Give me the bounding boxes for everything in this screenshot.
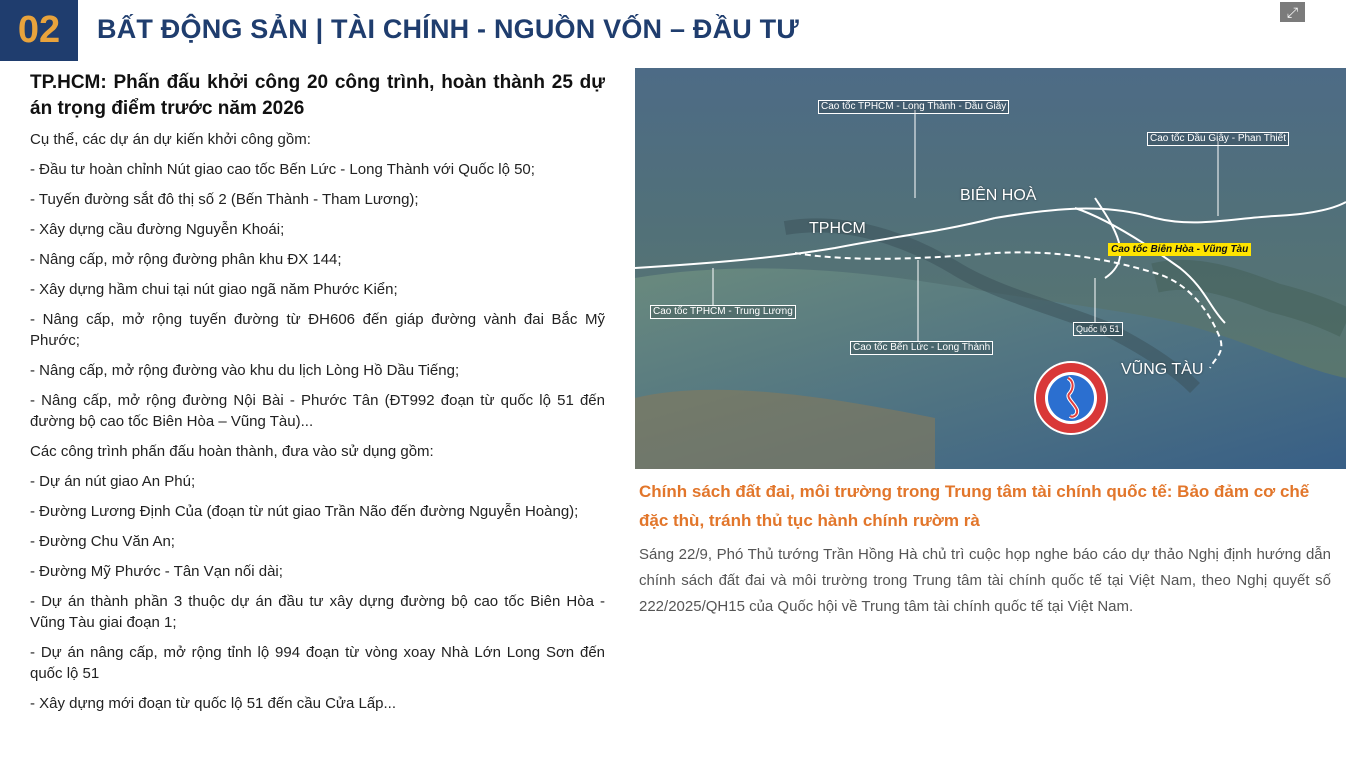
article-paragraph: - Xây dựng mới đoạn từ quốc lộ 51 đến cầu Cửa Lấp... — [30, 695, 397, 712]
article-paragraph: - Nâng cấp, mở rộng đường Nội Bài - Phước Tân (ĐT992 đoạn từ quốc lộ 51 đến đường bộ cao tốc Biên Hòa – Vũng Tàu)... — [30, 392, 605, 430]
article-paragraph: - Xây dựng hầm chui tại nút giao ngã năm Phước Kiển; — [30, 281, 398, 298]
article-paragraph: - Dự án nút giao An Phú; — [30, 473, 196, 490]
article-paragraph: - Dự án thành phần 3 thuộc dự án đầu tư xây dựng đường bộ cao tốc Biên Hòa - Vũng Tàu giai đoạn 1; — [30, 593, 605, 631]
map-city-bienhoa: BIÊN HOÀ — [960, 187, 1037, 204]
article-paragraph: Các công trình phấn đấu hoàn thành, đưa vào sử dụng gồm: — [30, 443, 434, 460]
map-label-ql51: Quốc lộ 51 — [1073, 322, 1123, 336]
article-paragraph: - Nâng cấp, mở rộng đường phân khu ĐX 144; — [30, 251, 342, 268]
article-paragraph: - Tuyến đường sắt đô thị số 2 (Bến Thành - Tham Lương); — [30, 191, 419, 208]
left-article-title[interactable]: TP.HCM: Phấn đấu khởi công 20 công trình, hoàn thành 25 dự án trọng điểm trước năm 2026 — [30, 72, 605, 119]
article-paragraph: - Đường Lương Định Của (đoạn từ nút giao Trần Não đến đường Nguyễn Hoàng); — [30, 503, 579, 520]
article-paragraph: Cụ thể, các dự án dự kiến khởi công gồm: — [30, 131, 311, 148]
left-article — [30, 70, 605, 723]
article-paragraph: - Đầu tư hoàn chỉnh Nút giao cao tốc Bến Lức - Long Thành với Quốc lộ 50; — [30, 161, 535, 178]
quy-hoach-logo — [1033, 360, 1109, 436]
map-label-tphcm-longthanh: Cao tốc TPHCM - Long Thành - Dầu Giây — [818, 100, 1009, 114]
article-paragraph: - Đường Chu Văn An; — [30, 533, 175, 550]
right-article-title[interactable]: Chính sách đất đai, môi trường trong Trung tâm tài chính quốc tế: Bảo đảm cơ chế đặc thù, tránh thủ tục hành chính rườm rà — [639, 482, 1310, 530]
article-paragraph: - Nâng cấp, mở rộng đường vào khu du lịch Lòng Hồ Dầu Tiếng; — [30, 362, 460, 379]
expand-icon: ⤢ — [1286, 3, 1299, 20]
article-paragraph: - Nâng cấp, mở rộng tuyến đường từ ĐH606 đến giáp đường vành đai Bắc Mỹ Phước; — [30, 311, 605, 349]
map-label-benluc-longthanh: Cao tốc Bến Lức - Long Thành — [850, 341, 993, 355]
map-city-tphcm: TPHCM — [809, 220, 866, 237]
expand-button[interactable] — [1280, 2, 1305, 22]
article-paragraph: - Đường Mỹ Phước - Tân Vạn nối dài; — [30, 563, 283, 580]
right-article-body: Sáng 22/9, Phó Thủ tướng Trần Hồng Hà chủ trì cuộc họp nghe báo cáo dự thảo Nghị định hướng dẫn chính sách đất đai và môi trường trong Trung tâm tài chính quốc tế tại Việt Nam, theo Nghị quyết số 222/2025/QH15 của Quốc hội về Trung tâm tài chính quốc tế tại Việt Nam. — [639, 546, 1331, 615]
map-label-daugiay-phanthiet: Cao tốc Dầu Giây - Phan Thiết — [1147, 132, 1289, 146]
map-background — [635, 68, 1346, 469]
map-label-tphcm-trungluong: Cao tốc TPHCM - Trung Lương — [650, 305, 796, 319]
map-image[interactable] — [635, 68, 1346, 469]
map-label-bienhoa-vungtau: Cao tốc Biên Hòa - Vũng Tàu — [1108, 243, 1251, 256]
article-paragraph: - Xây dựng cầu đường Nguyễn Khoái; — [30, 221, 285, 238]
map-city-vungtau: VŨNG TÀU — [1121, 361, 1204, 378]
section-number-badge: 02 — [0, 0, 78, 61]
section-title: BẤT ĐỘNG SẢN | TÀI CHÍNH - NGUỒN VỐN – ĐẦU TƯ — [97, 14, 799, 44]
article-paragraph: - Dự án nâng cấp, mở rộng tỉnh lộ 994 đoạn từ vòng xoay Nhà Lớn Long Sơn đến quốc lộ 51 — [30, 644, 605, 682]
